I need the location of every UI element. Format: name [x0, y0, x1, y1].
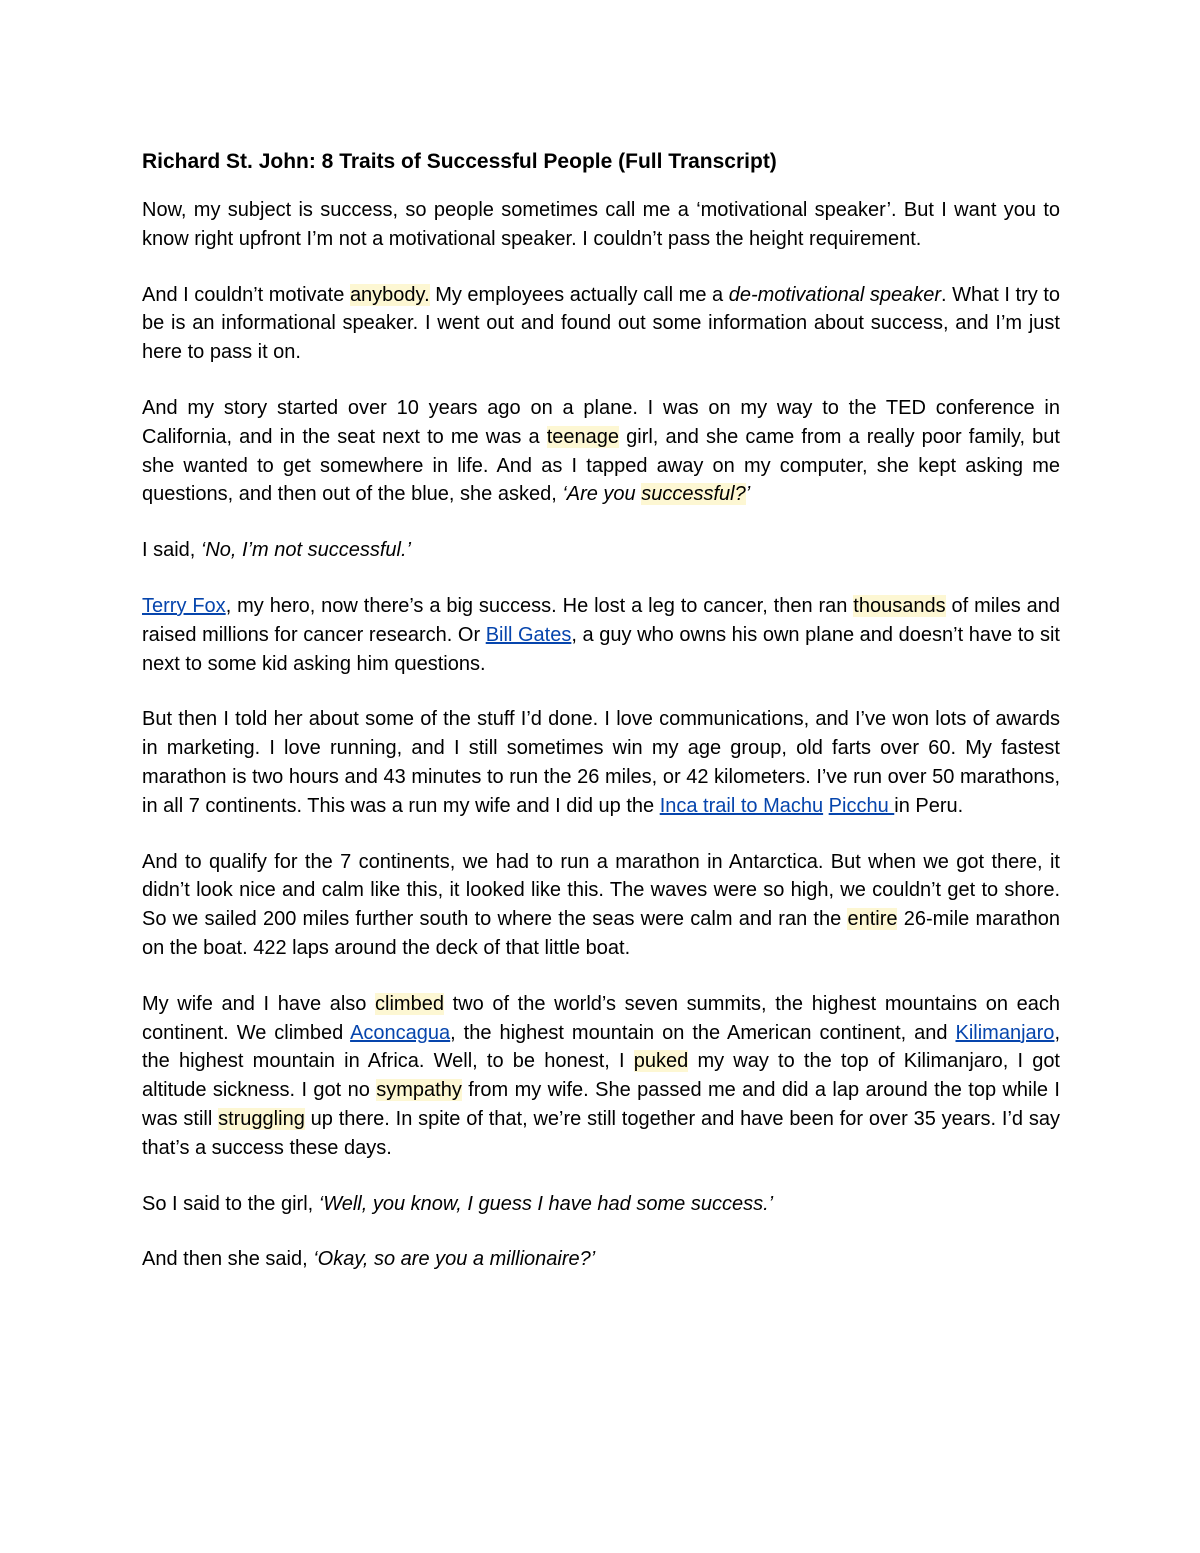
italic-quote: ‘No, I’m not successful.’ — [200, 539, 411, 562]
highlighted-word: sympathy — [376, 1079, 462, 1102]
paragraph-text: So I said to the girl, — [142, 1192, 319, 1215]
paragraph-10 — [142, 1245, 1060, 1274]
highlighted-word: climbed — [375, 992, 444, 1015]
paragraph-text: of miles and raised millions for cancer research. Or — [142, 594, 1060, 646]
paragraph-text: And my story started over 10 years ago on a plane. I was on my way to the TED conference in California, and in the seat next to me was a — [142, 396, 1060, 448]
paragraph-text: from my wife. She passed me and did a lap around the top while I was still — [142, 1079, 1060, 1130]
italic-text: de-motivational speaker — [728, 283, 942, 306]
highlighted-word: struggling — [218, 1107, 305, 1130]
paragraph-text: And then she said, — [142, 1248, 314, 1271]
paragraph-8 — [142, 990, 1060, 1163]
paragraph-6 — [142, 705, 1060, 820]
paragraph-text: And to qualify for the 7 continents, we had to run a marathon in Antarctica. But when we got there, it didn’t look nice and calm like this, it looked like this. The waves were so high, we couldn’t get to shore. So we sailed 200 miles further south to where the seas were calm and ran the — [142, 850, 1060, 931]
italic-quote — [562, 483, 750, 505]
highlighted-word: successful? — [641, 483, 746, 506]
paragraph-5 — [142, 592, 1060, 678]
paragraph-text: And I couldn’t motivate — [142, 283, 350, 306]
paragraph-3 — [142, 394, 1060, 509]
highlighted-word: thousands — [853, 594, 946, 617]
italic-text: ’ — [745, 483, 751, 506]
paragraph-text: My wife and I have also — [142, 992, 376, 1015]
paragraph-text: , a guy who owns his own plane and doesn’t have to sit next to some kid asking him questions. — [142, 623, 1060, 675]
document-body — [142, 148, 1060, 1301]
paragraph-7 — [142, 848, 1060, 963]
paragraph-text: Now, my subject is success, so people sometimes call me a ‘motivational speaker’. But I want you to know right upfront I’m not a motivational speaker. I couldn’t pass the height requirement. — [142, 199, 1060, 250]
link-inca-trail[interactable]: Inca trail to Machu — [659, 794, 824, 817]
highlighted-word: teenage — [546, 425, 620, 448]
paragraph-text: , the highest mountain on the American continent, and — [450, 1021, 956, 1044]
italic-text: ‘Are you — [562, 483, 642, 506]
highlighted-word: entire — [847, 908, 898, 931]
paragraph-text: in Peru. — [894, 794, 964, 817]
link-kilimanjaro[interactable]: Kilimanjaro — [955, 1021, 1055, 1044]
paragraph-text: I said, — [142, 539, 201, 562]
paragraph-text: But then I told her about some of the stuff I’d done. I love communications, and I’ve won lots of awards in marketing. I love running, and I still sometimes win my age group, old farts over 60. My fastest marathon is two hours and 43 minutes to run the 26 miles, or 42 kilometers. I’ve run over 50 marathons, in all 7 continents. This was a run my wife and I did up the — [142, 708, 1060, 817]
paragraph-text: two of the world’s seven summits, the highest mountains on each continent. We climbed — [142, 992, 1060, 1044]
paragraph-text: , my hero, now there’s a big success. He lost a leg to cancer, then ran — [225, 594, 854, 617]
italic-quote: ‘Well, you know, I guess I have had some success.’ — [318, 1192, 774, 1215]
link-terry-fox[interactable]: Terry Fox — [142, 594, 226, 617]
link-bill-gates[interactable]: Bill Gates — [485, 623, 572, 646]
document-title: Richard St. John: 8 Traits of Successful People (Full Transcript) — [142, 150, 777, 173]
paragraph-1 — [142, 196, 1060, 254]
paragraph-text: , the highest mountain in Africa. Well, to be honest, I — [142, 1021, 1060, 1073]
paragraph-text: 26-mile marathon on the boat. 422 laps around the deck of that little boat. — [142, 908, 1060, 959]
paragraph-4 — [142, 536, 1060, 565]
highlighted-word: anybody. — [349, 283, 430, 306]
link-aconcagua[interactable]: Aconcagua — [350, 1021, 451, 1044]
paragraph-text: up there. In spite of that, we’re still together and have been for over 35 years. I’d say that’s a success these days. — [142, 1107, 1060, 1159]
paragraph-text: My employees actually call me a — [429, 283, 729, 306]
paragraph-text: girl, and she came from a really poor family, but she wanted to get somewhere in life. And as I tapped away on my computer, she kept asking me questions, and then out of the blue, she asked, — [142, 425, 1060, 506]
paragraph-2 — [142, 281, 1060, 367]
paragraph-text: my way to the top of Kilimanjaro, I got altitude sickness. I got no — [142, 1050, 1060, 1102]
link-picchu[interactable]: Picchu — [828, 794, 895, 817]
paragraph-text: . What I try to be is an informational speaker. I went out and found out some information about success, and I’m just here to pass it on. — [142, 283, 1060, 364]
italic-quote: ‘Okay, so are you a millionaire?’ — [313, 1248, 596, 1271]
paragraph-9 — [142, 1190, 1060, 1219]
highlighted-word: puked — [633, 1050, 689, 1073]
